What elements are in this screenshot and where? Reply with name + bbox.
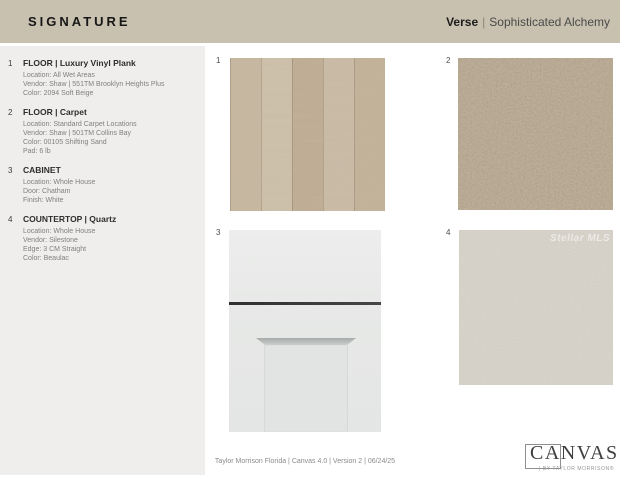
wood-grain-texture <box>230 58 385 211</box>
item-number: 3 <box>8 166 13 175</box>
palette-name: Sophisticated Alchemy <box>489 14 610 29</box>
collection-title <box>446 15 610 29</box>
item-detail: Edge: 3 CM Straight <box>23 246 87 253</box>
swatch-number-2: 2 <box>446 56 451 65</box>
item-detail: Door: Chatham <box>23 188 71 195</box>
list-item-floor-lvp <box>8 58 197 98</box>
item-title: COUNTERTOP | Quartz <box>23 214 117 224</box>
materials-list <box>0 46 205 475</box>
cabinet-drawer-front <box>229 230 381 302</box>
item-detail: Vendor: Shaw | 501TM Collins Bay <box>23 130 132 137</box>
cabinet-shaker-door <box>229 305 381 432</box>
cabinet-recessed-panel <box>264 345 348 432</box>
item-number: 4 <box>8 215 13 224</box>
item-detail: Location: All Wet Areas <box>23 72 95 79</box>
quartz-texture <box>459 230 613 385</box>
item-title: FLOOR | Luxury Vinyl Plank <box>23 58 136 68</box>
cabinet-panel-shadow <box>256 338 356 345</box>
item-number: 2 <box>8 108 13 117</box>
item-detail: Finish: White <box>23 197 64 204</box>
list-item-floor-carpet <box>8 107 197 156</box>
footer-version-text: Taylor Morrison Florida | Canvas 4.0 | Version 2 | 06/24/25 <box>214 458 396 465</box>
item-detail: Vendor: Silestone <box>23 237 78 244</box>
swatch-number-3: 3 <box>216 228 221 237</box>
list-item-cabinet <box>8 165 197 205</box>
list-item-countertop <box>8 214 197 263</box>
item-detail: Vendor: Shaw | 551TM Brooklyn Heights Plus <box>23 81 165 88</box>
item-title: FLOOR | Carpet <box>23 107 87 117</box>
item-detail: Pad: 6 lb <box>23 148 51 155</box>
stellar-mls-watermark: Stellar MLS <box>550 233 610 244</box>
title-separator: | <box>482 14 486 29</box>
item-detail: Location: Standard Carpet Locations <box>23 121 137 128</box>
canvas-logo <box>524 441 619 475</box>
luxury-vinyl-plank-swatch <box>230 58 385 211</box>
item-title: CABINET <box>23 165 61 175</box>
item-number: 1 <box>8 59 13 68</box>
header <box>0 0 620 43</box>
item-detail: Color: 2094 Soft Beige <box>23 90 94 97</box>
item-detail: Location: Whole House <box>23 228 96 235</box>
item-detail: Location: Whole House <box>23 179 96 186</box>
carpet-swatch <box>458 58 613 210</box>
item-detail: Color: 00105 Shifting Sand <box>23 139 107 146</box>
collection-name: Verse <box>446 14 479 29</box>
canvas-logo-tagline: | BY TAYLOR MORRISON® <box>538 466 614 472</box>
quartz-swatch <box>459 230 613 385</box>
canvas-logo-wordmark: CANVAS <box>530 442 619 464</box>
page-title: SIGNATURE <box>28 14 131 29</box>
carpet-texture <box>458 58 613 210</box>
swatch-number-4: 4 <box>446 228 451 237</box>
cabinet-swatch <box>229 230 381 432</box>
item-detail: Color: Beaulac <box>23 255 69 262</box>
swatch-number-1: 1 <box>216 56 221 65</box>
